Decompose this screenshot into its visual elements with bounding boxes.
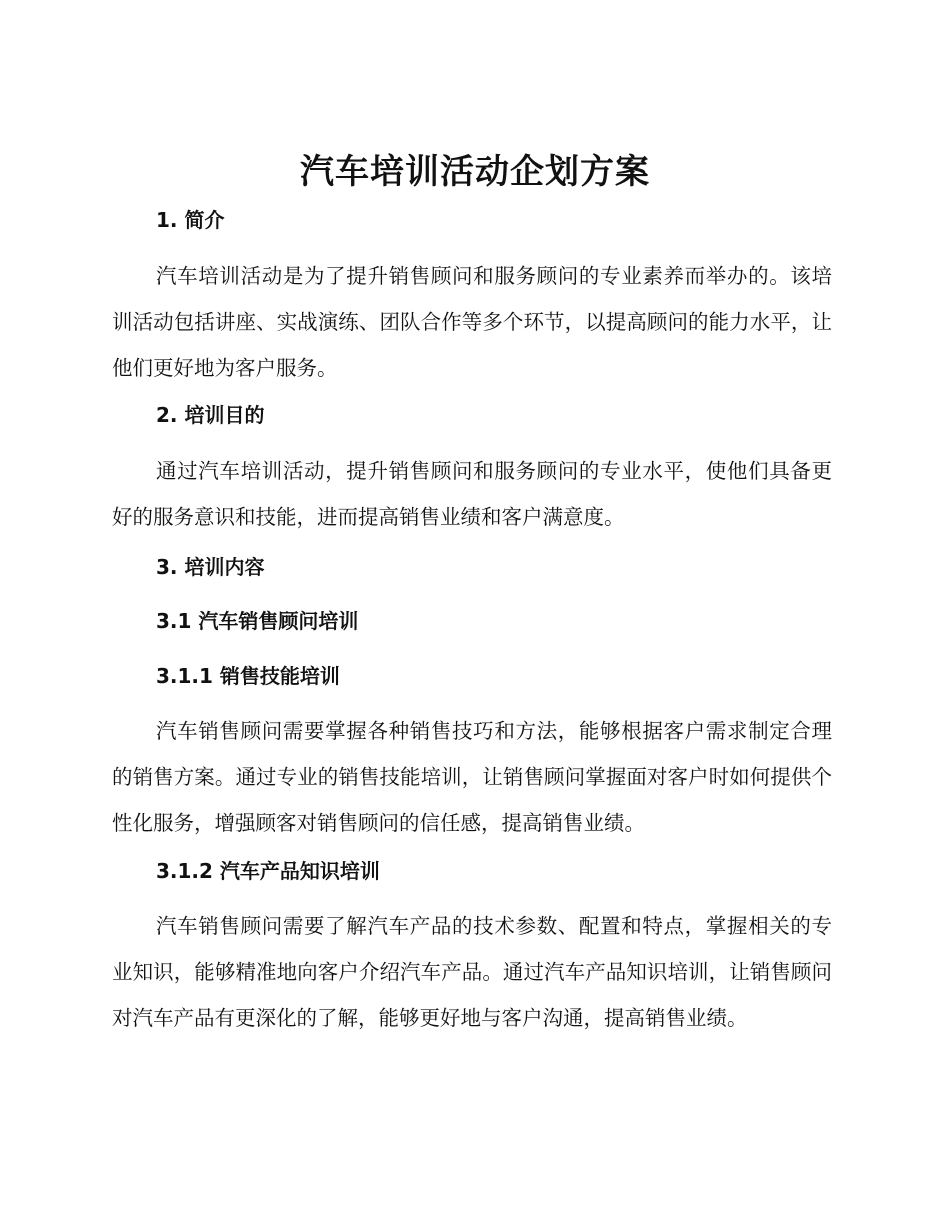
section-paragraph-product-knowledge: 汽车销售顾问需要了解汽车产品的技术参数、配置和特点，掌握相关的专业知识，能够精准地向客户介绍汽车产品。通过汽车产品知识培训，让销售顾问对汽车产品有更深化的了解，能够更好地与客户沟通，提高销售业绩。 — [112, 914, 832, 1030]
document-title: 汽车培训活动企划方案 — [300, 152, 650, 192]
section-paragraph-sales-skills: 汽车销售顾问需要掌握各种销售技巧和方法，能够根据客户需求制定合理的销售方案。通过专业的销售技能培训，让销售顾问掌握面对客户时如何提供个性化服务，增强顾客对销售顾问的信任感，提高销售业绩。 — [112, 719, 832, 835]
section-heading-purpose: 2. 培训目的 — [156, 403, 265, 427]
section-heading-sales-training: 3.1 汽车销售顾问培训 — [156, 609, 359, 633]
section-paragraph-intro: 汽车培训活动是为了提升销售顾问和服务顾问的专业素养而举办的。该培训活动包括讲座、实战演练、团队合作等多个环节，以提高顾问的能力水平，让他们更好地为客户服务。 — [112, 264, 832, 380]
section-heading-content: 3. 培训内容 — [156, 555, 265, 579]
section-heading-sales-skills: 3.1.1 销售技能培训 — [156, 664, 340, 688]
section-heading-intro: 1. 简介 — [156, 208, 225, 232]
section-heading-product-knowledge: 3.1.2 汽车产品知识培训 — [156, 859, 380, 883]
section-paragraph-purpose: 通过汽车培训活动，提升销售顾问和服务顾问的专业水平，使他们具备更好的服务意识和技能，进而提高销售业绩和客户满意度。 — [112, 459, 832, 529]
